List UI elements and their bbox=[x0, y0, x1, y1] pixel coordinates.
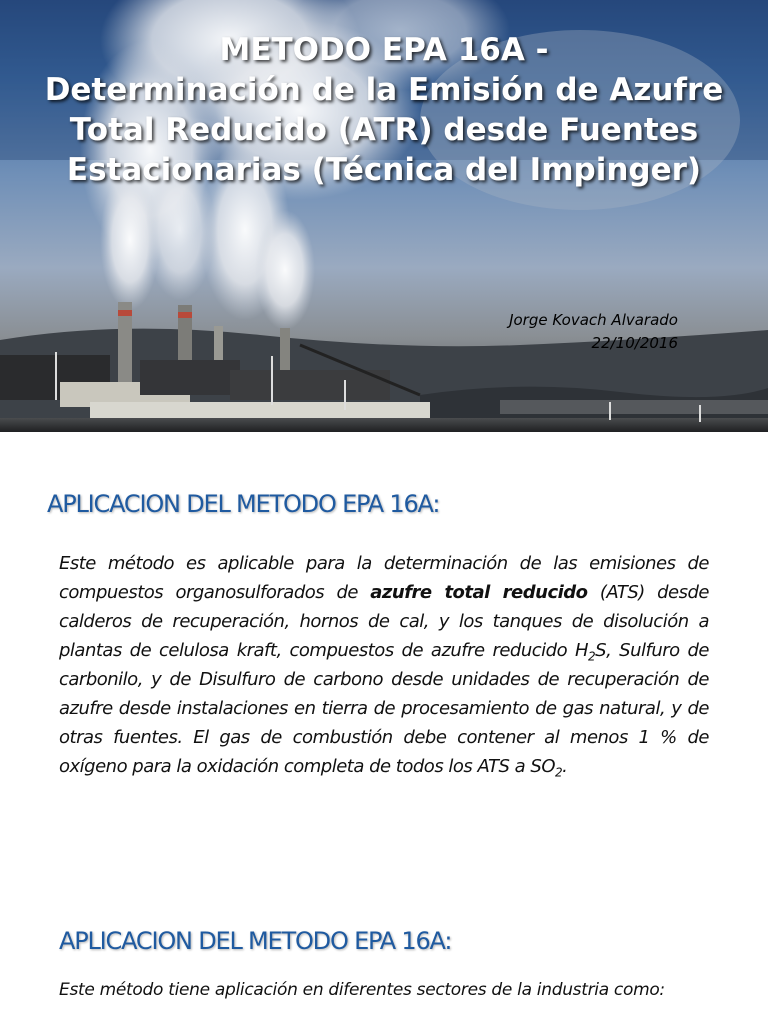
body-paragraph: Este método tiene aplicación en diferentes sectores de la industria como: bbox=[59, 980, 665, 1000]
slide-title bbox=[40, 30, 728, 190]
presentation-date: 22/10/2016 bbox=[591, 334, 678, 352]
title-line: Determinación de la Emisión de Azufre bbox=[44, 72, 724, 108]
subscript: 2 bbox=[588, 649, 596, 664]
section-heading: APLICACION DEL METODO EPA 16A: bbox=[47, 490, 440, 518]
paragraph-text: Este método es aplicable para la determinación de las emisiones de compuestos organosulforados de bbox=[59, 553, 709, 603]
application-slide bbox=[0, 432, 768, 892]
paragraph-text: S, Sulfuro de carbonilo, y de Disulfuro de carbono desde unidades de recuperación de azufre desde instalaciones en tierra de procesamiento de gas natural, y de otras fuentes. El gas de combustión debe contener al menos 1 % de oxígeno para la oxidación completa de todos los ATS a SO bbox=[59, 640, 709, 777]
title-line: METODO EPA 16A - bbox=[219, 32, 549, 68]
author-block bbox=[509, 309, 678, 355]
section-heading: APLICACION DEL METODO EPA 16A: bbox=[59, 927, 452, 955]
author-name: Jorge Kovach Alvarado bbox=[509, 311, 678, 329]
title-slide bbox=[0, 0, 768, 432]
paragraph-text: . bbox=[562, 756, 568, 777]
subscript: 2 bbox=[555, 765, 563, 780]
bold-term: azufre total reducido bbox=[370, 582, 588, 603]
body-paragraph bbox=[59, 549, 709, 781]
application-sectors-slide bbox=[0, 892, 768, 1024]
title-line: Estacionarias (Técnica del Impinger) bbox=[66, 152, 702, 188]
title-line: Total Reducido (ATR) desde Fuentes bbox=[69, 112, 699, 148]
paragraph-text: (ATS) desde calderos de recuperación, hornos de cal, y los tanques de disolución a plantas de celulosa kraft, compuestos de azufre reducido H bbox=[59, 582, 710, 661]
